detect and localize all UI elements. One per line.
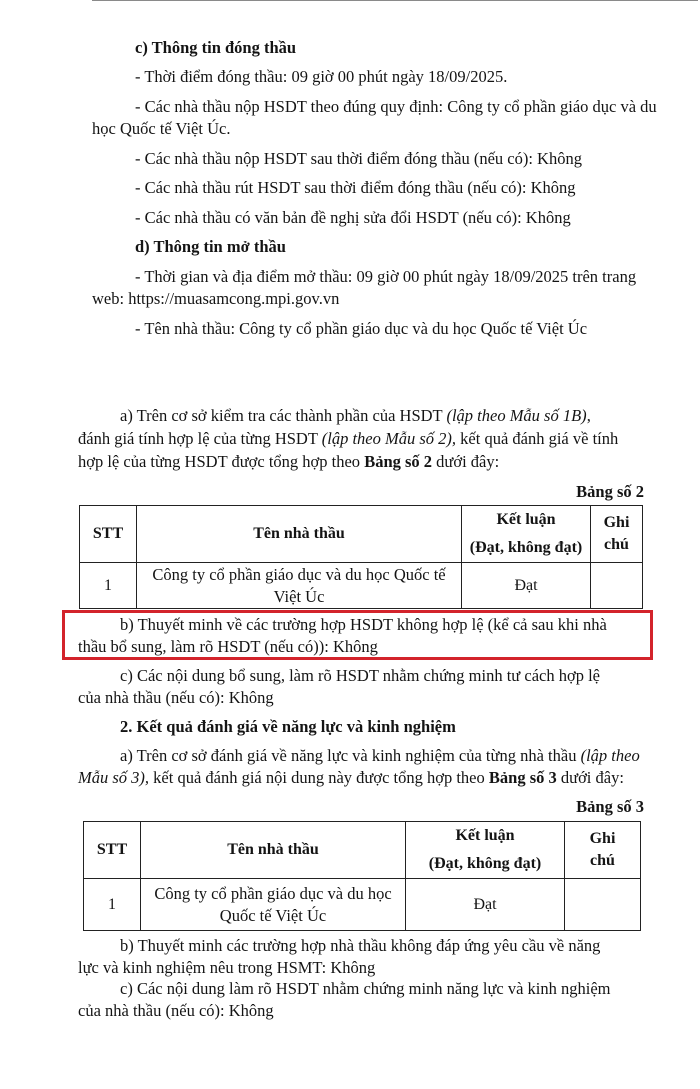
page-top-rule [92, 0, 698, 1]
valid-bidders-line2: học Quốc tế Việt Úc. [92, 119, 231, 138]
cell-result: Đạt [406, 879, 565, 931]
table-header-row [84, 822, 641, 879]
cell-result: Đạt [462, 563, 591, 609]
header-result: Kết luận (Đạt, không đạt) [406, 822, 565, 879]
validity-para-line2: đánh giá tính hợp lệ của từng HSDT (lập theo Mẫu số 2), kết quả đánh giá về tính [78, 429, 619, 448]
capability-clarify-line2: của nhà thầu (nếu có): Không [78, 1001, 274, 1020]
header-note: Ghi chú [565, 822, 641, 879]
capability-explanation-line1: b) Thuyết minh các trường hợp nhà thầu không đáp ứng yêu cầu về năng [120, 936, 601, 955]
cell-stt: 1 [80, 563, 137, 609]
supplement-line2: của nhà thầu (nếu có): Không [78, 688, 274, 707]
capability-clarify-line1: c) Các nội dung làm rõ HSDT nhằm chứng minh năng lực và kinh nghiệm [120, 979, 611, 998]
header-result: Kết luận (Đạt, không đạt) [462, 506, 591, 563]
header-bidder-name: Tên nhà thầu [137, 506, 462, 563]
header-note: Ghi chú [591, 506, 643, 563]
table-header-row [80, 506, 643, 563]
cell-bidder-name: Công ty cổ phần giáo dục và du học Quốc tế Việt Úc [141, 879, 406, 931]
closing-time: - Thời điểm đóng thầu: 09 giờ 00 phút ngày 18/09/2025. [135, 67, 508, 86]
amendment-bidders: - Các nhà thầu có văn bản đề nghị sửa đổi HSDT (nếu có): Không [135, 208, 571, 227]
cell-bidder-name: Công ty cổ phần giáo dục và du học Quốc tế Việt Úc [137, 563, 462, 609]
capability-para-line2: Mẫu số 3), kết quả đánh giá nội dung này được tổng hợp theo Bảng số 3 dưới đây: [78, 768, 624, 787]
section-c-heading: c) Thông tin đóng thầu [135, 38, 297, 57]
validity-para-line3: hợp lệ của từng HSDT được tổng hợp theo Bảng số 2 dưới đây: [78, 452, 500, 471]
late-bidders: - Các nhà thầu nộp HSDT sau thời điểm đóng thầu (nếu có): Không [135, 149, 582, 168]
table-row [84, 879, 641, 931]
cell-note [565, 879, 641, 931]
opening-time-line1: - Thời gian và địa điểm mở thầu: 09 giờ 00 phút ngày 18/09/2025 trên trang [135, 267, 637, 286]
header-bidder-name: Tên nhà thầu [141, 822, 406, 879]
table3-caption: Bảng số 3 [576, 797, 644, 816]
header-stt: STT [84, 822, 141, 879]
header-stt: STT [80, 506, 137, 563]
table-2 [79, 505, 643, 609]
invalid-explanation-line1: b) Thuyết minh về các trường hợp HSDT không hợp lệ (kể cả sau khi nhà [120, 615, 607, 634]
validity-para-line1: a) Trên cơ sở kiểm tra các thành phần của HSDT (lập theo Mẫu số 1B), [120, 406, 591, 425]
invalid-explanation-line2: thầu bổ sung, làm rõ HSDT (nếu có)): Không [78, 637, 378, 656]
section-d-heading: d) Thông tin mở thầu [135, 237, 286, 256]
red-highlight-box [62, 610, 653, 660]
table-3 [83, 821, 641, 931]
capability-para-line1: a) Trên cơ sở đánh giá về năng lực và kinh nghiệm của từng nhà thầu (lập theo [120, 746, 640, 765]
valid-bidders-line1: - Các nhà thầu nộp HSDT theo đúng quy định: Công ty cổ phần giáo dục và du [135, 97, 657, 116]
table2-caption: Bảng số 2 [576, 482, 644, 501]
supplement-line1: c) Các nội dung bổ sung, làm rõ HSDT nhằm chứng minh tư cách hợp lệ [120, 666, 600, 685]
cell-note [591, 563, 643, 609]
bidder-name: - Tên nhà thầu: Công ty cổ phần giáo dục và du học Quốc tế Việt Úc [135, 319, 588, 338]
table-row [80, 563, 643, 609]
opening-time-line2: web: https://muasamcong.mpi.gov.vn [92, 289, 340, 308]
withdrawn-bidders: - Các nhà thầu rút HSDT sau thời điểm đóng thầu (nếu có): Không [135, 178, 576, 197]
capability-explanation-line2: lực và kinh nghiệm nêu trong HSMT: Không [78, 958, 376, 977]
section-2-heading: 2. Kết quả đánh giá về năng lực và kinh nghiệm [120, 717, 456, 736]
cell-stt: 1 [84, 879, 141, 931]
